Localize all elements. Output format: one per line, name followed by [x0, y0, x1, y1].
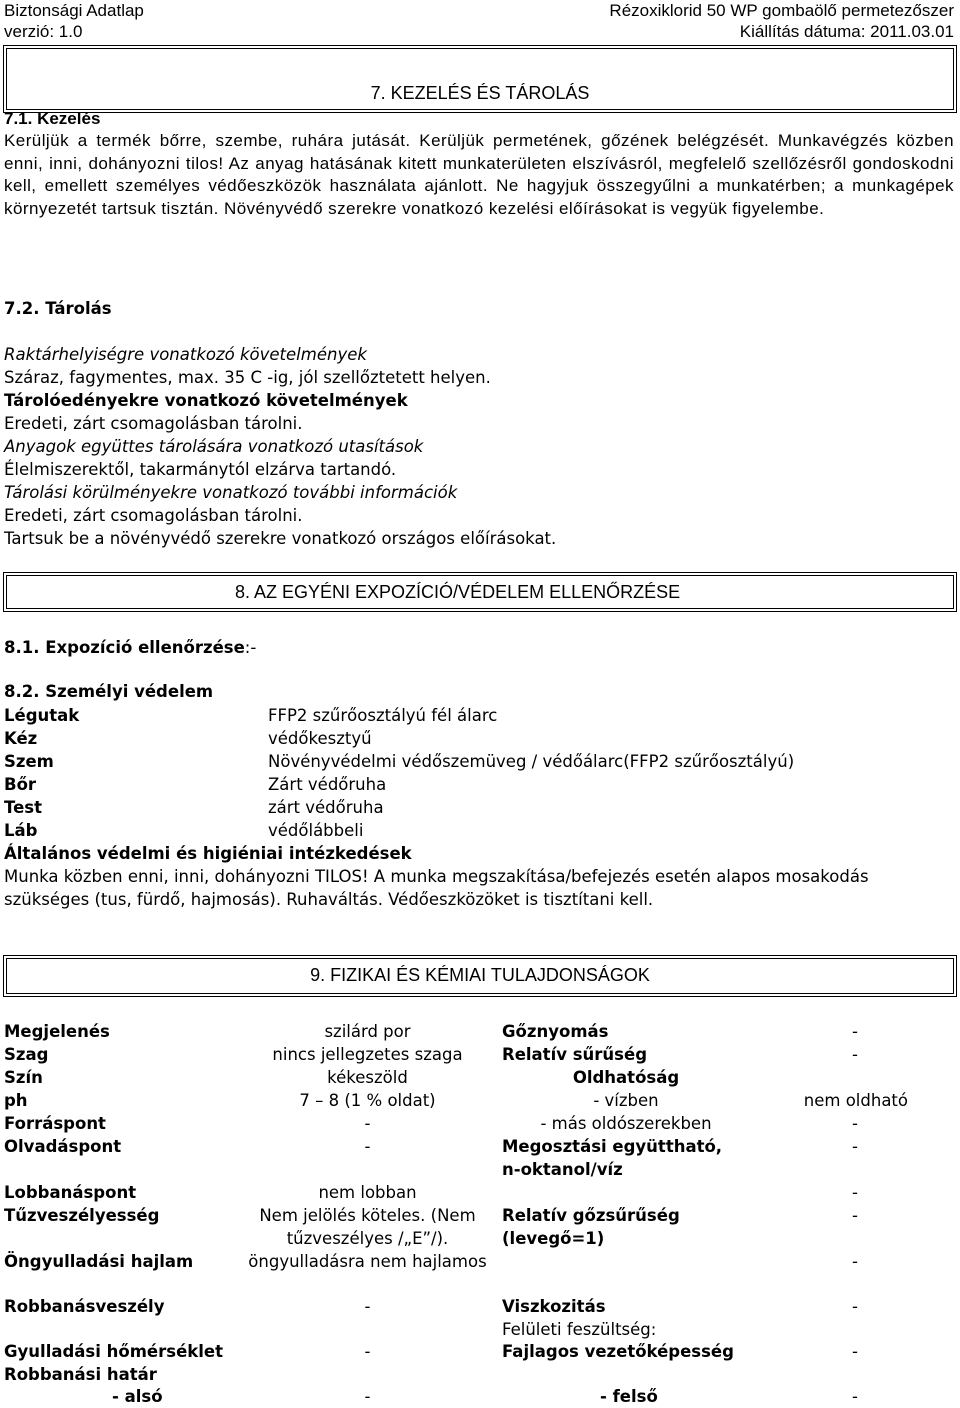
prop-label-autoignition: Öngyulladási hajlam [4, 1252, 194, 1271]
hygiene-text-1: Munka közben enni, inni, dohányozni TILOS! A munka megszakítása/befejezés esetén alapos mosakodás [4, 867, 869, 886]
prop-value-conductivity: - [852, 1342, 858, 1361]
section7-title: 7. KEZELÉS ÉS TÁROLÁS [370, 83, 590, 103]
ppe-label-respiratory: Légutak [4, 706, 80, 725]
prop-value-water-solubility: nem oldható [803, 1091, 908, 1110]
prop-value-relative-vapour-density: - [852, 1206, 858, 1225]
prop-value-right-blank-1: - [852, 1183, 858, 1202]
ppe-label-eye: Szem [4, 752, 54, 771]
handling-title: 7.1. Kezelés [4, 109, 101, 128]
prop-value-partition-coefficient: - [852, 1137, 858, 1156]
prop-value-relative-density: - [852, 1045, 858, 1064]
prop-label-water-solubility: - vízben [593, 1091, 659, 1110]
prop-value-flammability: Nem jelölés köteles. (Nem [259, 1206, 476, 1225]
ppe-value-respiratory: FFP2 szűrőosztályú fél álarc [268, 706, 498, 725]
prop-label-conductivity: Fajlagos vezetőképesség [502, 1342, 734, 1361]
prop-label-flash-point: Lobbanáspont [4, 1183, 137, 1202]
prop-label-relative-vapour-density-2: (levegő=1) [502, 1229, 605, 1248]
ppe-label-foot: Láb [4, 821, 38, 840]
prop-label-upper-limit: - felső [600, 1387, 658, 1406]
prop-label-odour: Szag [4, 1045, 49, 1064]
joint-storage-heading: Anyagok együttes tárolására vonatkozó utasítások [4, 437, 424, 456]
prop-label-viscosity: Viszkozitás [502, 1297, 606, 1316]
prop-label-relative-vapour-density: Relatív gőzsűrűség [502, 1206, 680, 1225]
storage-title: 7.2. Tárolás [4, 299, 112, 318]
prop-value-colour: kékeszöld [327, 1068, 408, 1087]
prop-value-viscosity: - [852, 1297, 858, 1316]
ppe-value-foot: védőlábbeli [268, 821, 364, 840]
section8-title-box [3, 572, 957, 612]
prop-label-appearance: Megjelenés [4, 1022, 110, 1041]
ppe-label-hand: Kéz [4, 729, 38, 748]
prop-label-ignition-temperature: Gyulladási hőmérséklet [4, 1342, 223, 1361]
prop-label-explosion-limit: Robbanási határ [4, 1365, 157, 1384]
prop-value-ph: 7 – 8 (1 % oldat) [299, 1091, 436, 1110]
ppe-value-eye: Növényvédelmi védőszemüveg / védőálarc(FFP2 szűrőosztályú) [268, 752, 795, 771]
header-right [609, 0, 954, 42]
ppe-value-body: zárt védőruha [268, 798, 384, 817]
product-name: Rézoxiklorid 50 WP gombaölő permetezőszer [609, 1, 954, 20]
prop-value-lower-limit: - [364, 1387, 371, 1406]
header-left [4, 0, 144, 42]
prop-label-relative-density: Relatív sűrűség [502, 1045, 648, 1064]
prop-value-solvent-solubility: - [852, 1114, 858, 1133]
prop-label-flammability: Tűzveszélyesség [4, 1206, 160, 1225]
prop-value-autoignition: öngyulladásra nem hajlamos [248, 1252, 487, 1271]
section9-title-box [3, 955, 957, 997]
prop-label-partition-coefficient: Megosztási együttható, [502, 1137, 723, 1156]
storage-req-heading: Raktárhelyiségre vonatkozó követelmények [4, 345, 367, 364]
prop-value-explosion-hazard: - [364, 1297, 371, 1316]
prop-label-explosion-hazard: Robbanásveszély [4, 1297, 165, 1316]
prop-label-ph: ph [4, 1091, 28, 1110]
storage-info-text: Eredeti, zárt csomagolásban tárolni. [4, 506, 303, 525]
section7-title-box [3, 45, 957, 113]
handling-text: Kerüljük a termék bőrre, szembe, ruhára jutását. Kerüljük permetének, gőzének belégzését. Munkavégzés közben enni, inni, dohányozni tilos! Az anyag hatásának kitett munkaterületen elszívásról, megfelelő szellőzésről gondoskodni kell, emellett személyes védőeszközök használata ajánlott. Ne hagyjuk összegyűlni a munkatérben; a munkagépek környezetét tartsuk tisztán. Növényvédő szerekre vonatkozó kezelési előírásokat is vegyük figyelembe. [4, 131, 954, 218]
prop-value-appearance: szilárd por [324, 1022, 411, 1041]
issue-date: Kiállítás dátuma: 2011.03.01 [739, 22, 954, 41]
prop-label-surface-tension: Felületi feszültség: [502, 1320, 657, 1339]
ppe-value-skin: Zárt védőruha [268, 775, 387, 794]
prop-label-solvent-solubility: - más oldószerekben [540, 1114, 712, 1133]
section7-body [4, 108, 954, 220]
prop-value-melting-point: - [364, 1137, 371, 1156]
prop-value-odour: nincs jellegzetes szaga [272, 1045, 463, 1064]
prop-value-right-blank-2: - [852, 1252, 858, 1271]
container-req-text: Eredeti, zárt csomagolásban tárolni. [4, 414, 303, 433]
prop-label-partition-coefficient-2: n-oktanol/víz [502, 1160, 623, 1179]
storage-regulation-text: Tartsuk be a növényvédő szerekre vonatkozó országos előírásokat. [4, 529, 557, 548]
prop-value-flash-point: nem lobban [318, 1183, 417, 1202]
section9-title: 9. FIZIKAI ÉS KÉMIAI TULAJDONSÁGOK [310, 965, 650, 985]
ppe-label-body: Test [4, 798, 42, 817]
storage-req-text: Száraz, fagymentes, max. 35 C -ig, jól szellőztetett helyen. [4, 368, 491, 387]
exposure-suffix: :- [244, 638, 257, 657]
storage-info-heading: Tárolási körülményekre vonatkozó további információk [4, 483, 458, 502]
doc-type: Biztonsági Adatlap [4, 1, 144, 20]
hygiene-title: Általános védelmi és higiéniai intézkedések [4, 844, 412, 863]
hygiene-text-2: szükséges (tus, fürdő, hajmosás). Ruhaváltás. Védőeszközöket is tisztítani kell. [4, 890, 654, 909]
joint-storage-text: Élelmiszerektől, takarmánytól elzárva tartandó. [4, 460, 397, 479]
prop-value-boiling-point: - [364, 1114, 371, 1133]
prop-label-solubility: Oldhatóság [572, 1068, 680, 1087]
prop-value-upper-limit: - [852, 1387, 858, 1406]
prop-label-colour: Szín [4, 1068, 43, 1087]
section8-title: 8. AZ EGYÉNI EXPOZÍCIÓ/VÉDELEM ELLENŐRZÉSE [235, 582, 681, 602]
exposure-title [4, 637, 256, 659]
container-req-heading: Tárolóedényekre vonatkozó követelmények [4, 391, 408, 410]
prop-label-boiling-point: Forráspont [4, 1114, 106, 1133]
prop-label-melting-point: Olvadáspont [4, 1137, 122, 1156]
prop-label-lower-limit: - alsó [112, 1387, 163, 1406]
exposure-title-text: 8.1. Expozíció ellenőrzése [4, 638, 245, 657]
prop-label-vapour-pressure: Gőznyomás [502, 1022, 609, 1041]
ppe-label-skin: Bőr [4, 775, 37, 794]
ppe-value-hand: védőkesztyű [268, 729, 372, 748]
page-header [4, 0, 956, 44]
personal-protection-title: 8.2. Személyi védelem [4, 682, 214, 701]
prop-value-ignition-temperature: - [364, 1342, 371, 1361]
doc-version: verzió: 1.0 [4, 22, 83, 41]
prop-value-flammability-2: tűzveszélyes /„E”/). [286, 1229, 449, 1248]
prop-value-vapour-pressure: - [852, 1022, 858, 1041]
